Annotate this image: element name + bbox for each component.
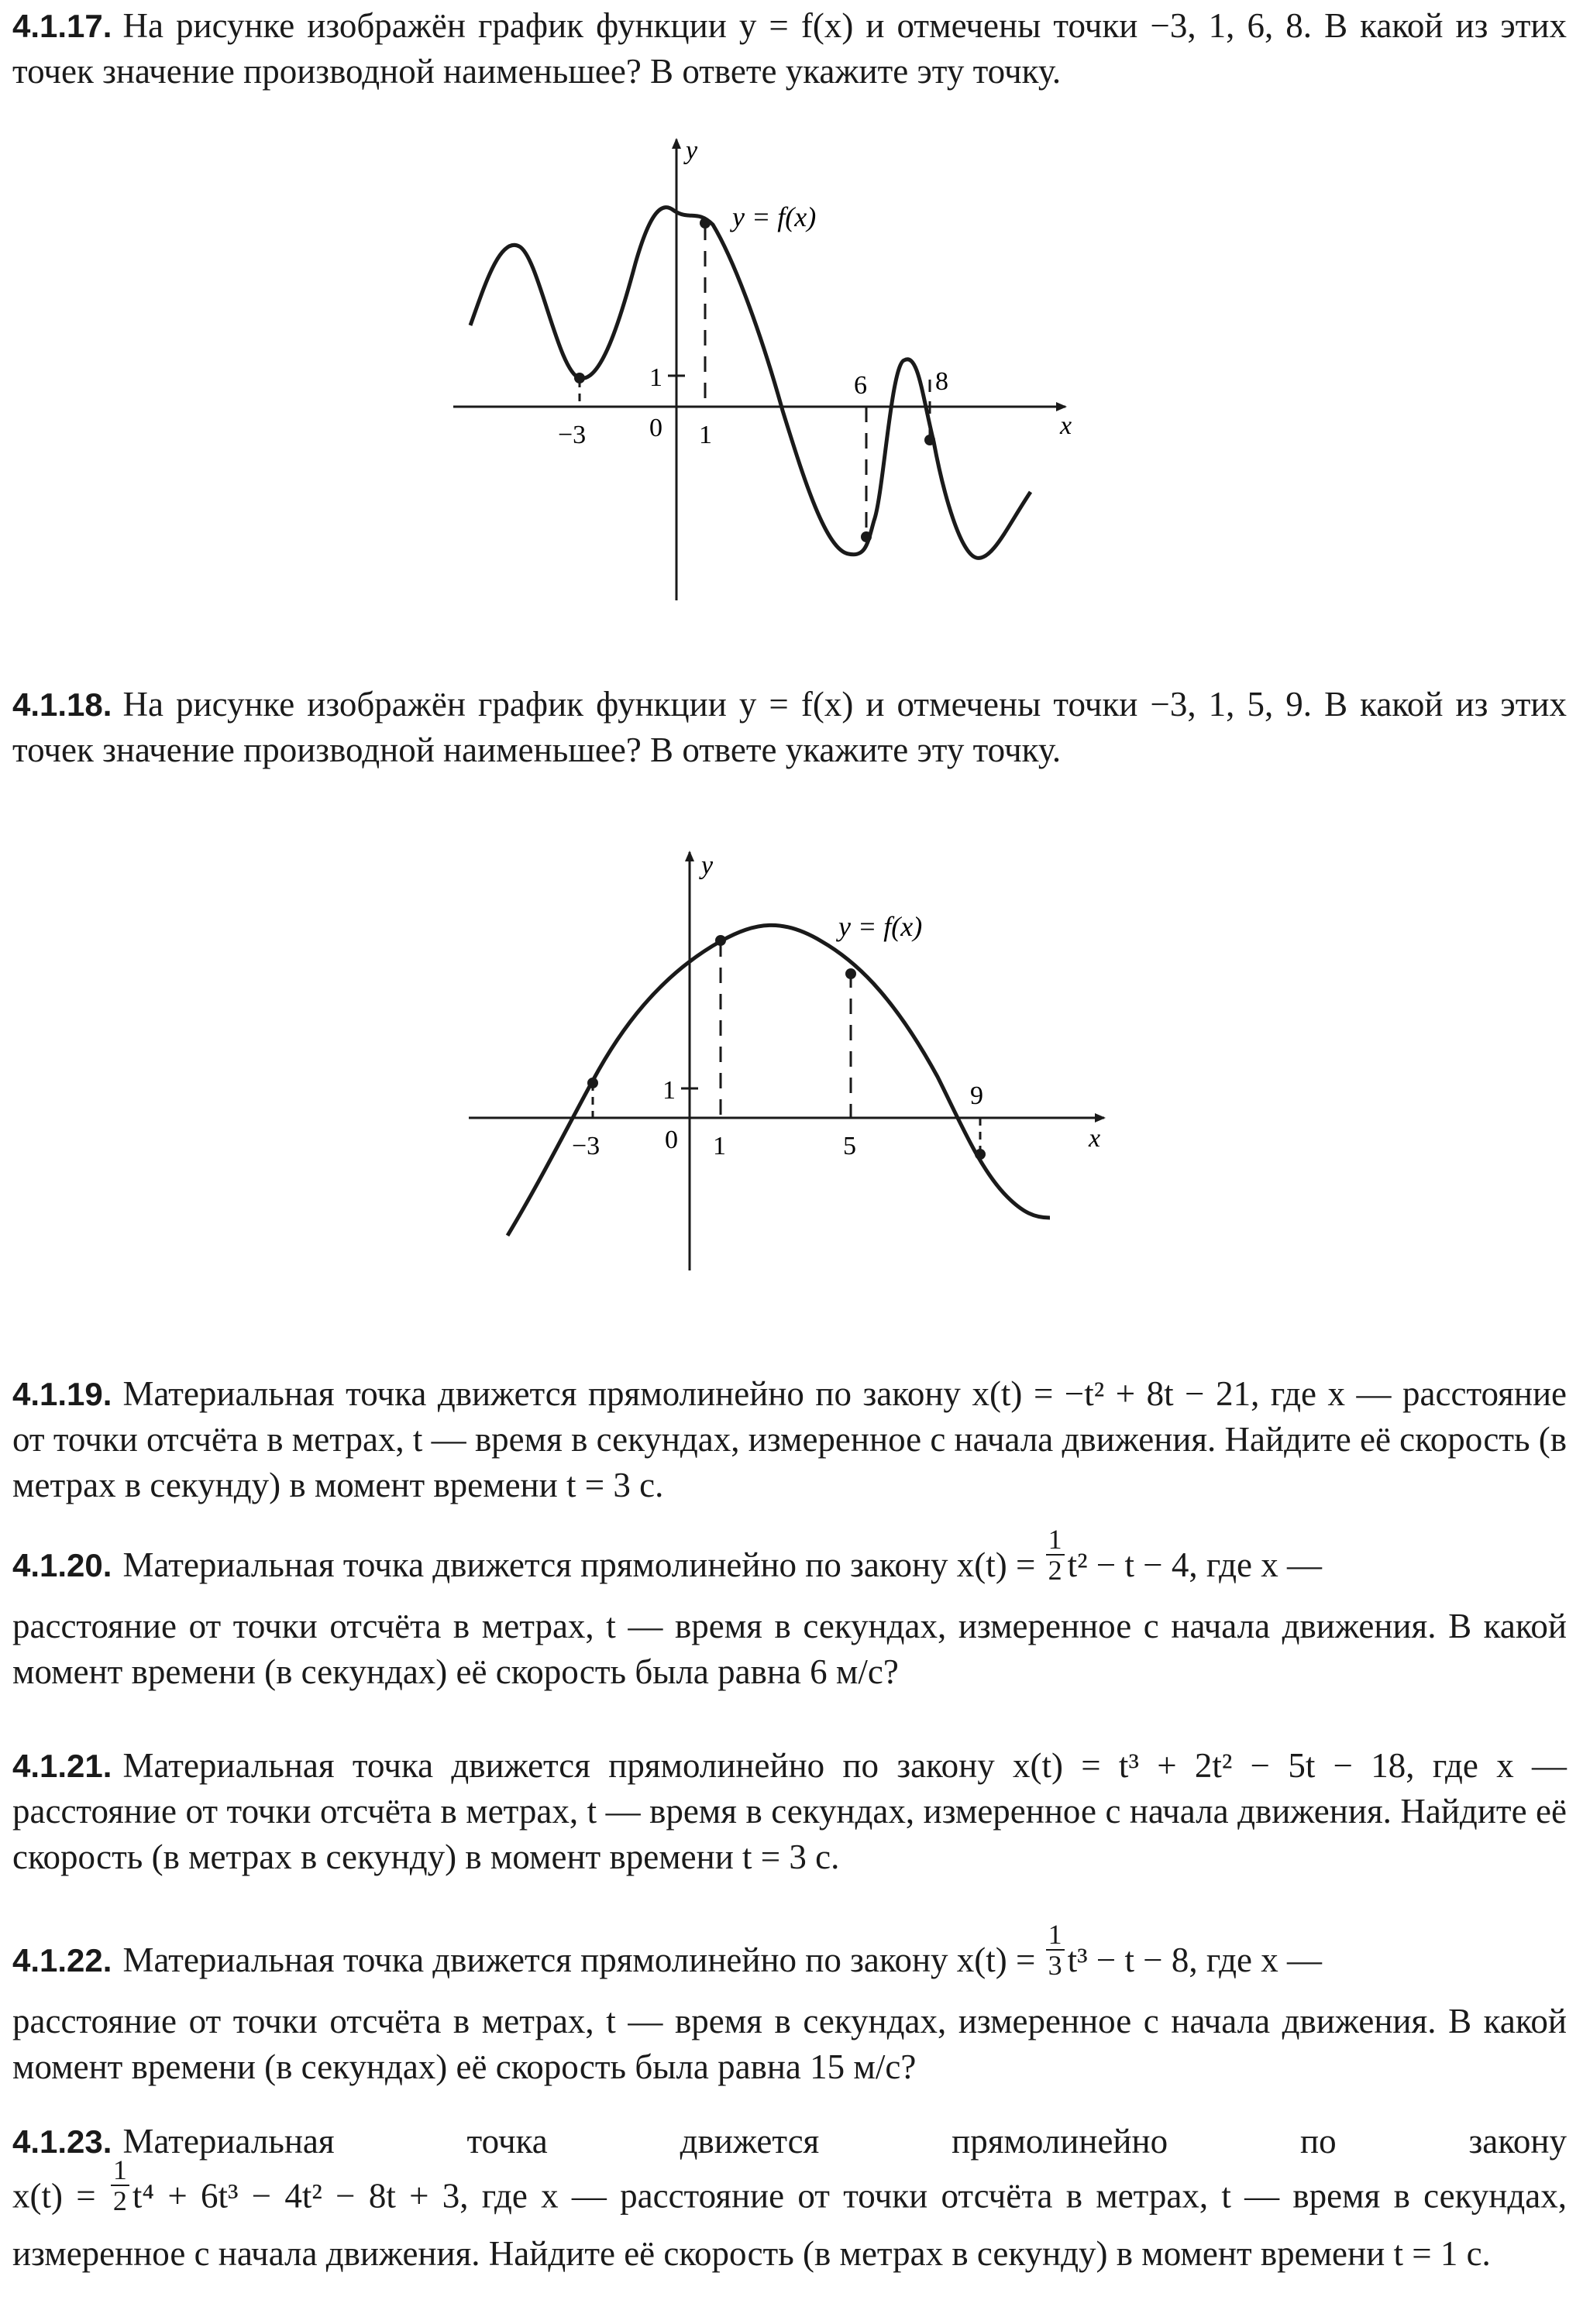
tick-label: 8: [935, 367, 948, 396]
y-unit-label: 1: [662, 1076, 676, 1105]
marked-point: [845, 968, 856, 979]
problem-text: Материальная точка движется прямолинейно по закону x(t) =: [122, 1545, 1036, 1584]
formula-lead: x(t) =: [12, 2176, 96, 2216]
origin-label: 0: [665, 1126, 678, 1154]
fraction-numerator: 1: [1046, 1525, 1065, 1556]
problem-4-1-20: [12, 1523, 1567, 1695]
word: движется: [680, 2122, 820, 2161]
tick-label: 5: [843, 1132, 856, 1160]
problem-4-1-19: [12, 1371, 1567, 1508]
problem-text: На рисунке изображён график функции y = f(x) и отмечены точки −3, 1, 6, 8. В какой из этих точек значение производной наименьшее? В ответе укажите эту точку.: [12, 6, 1567, 91]
spread-line: [12, 2119, 1567, 2164]
fraction-denominator: 2: [112, 2185, 127, 2216]
marked-point: [975, 1149, 986, 1160]
curve-label: y = f(x): [838, 911, 923, 942]
fraction: [1046, 1525, 1065, 1585]
word: по: [1300, 2122, 1337, 2161]
fraction-denominator: 2: [1048, 1554, 1062, 1586]
origin-label: 0: [649, 414, 662, 442]
marked-point: [715, 935, 726, 946]
fraction: [111, 2155, 129, 2216]
tick-label: 1: [699, 421, 712, 449]
y-axis-label: y: [701, 851, 714, 880]
tick-label: −3: [572, 1132, 601, 1160]
problem-number: 4.1.21.: [12, 1748, 112, 1784]
curve-label: y = f(x): [732, 201, 817, 232]
problem-number: 4.1.22.: [12, 1942, 112, 1978]
problem-number: 4.1.19.: [12, 1376, 112, 1412]
problem-text: t³ − t − 8, где x —: [1067, 1941, 1322, 1979]
tick-label: 1: [713, 1132, 726, 1160]
problem-number: 4.1.18.: [12, 686, 112, 723]
problem-number: 4.1.23.: [12, 2123, 112, 2160]
marked-point: [587, 1078, 598, 1088]
problem-number: 4.1.20.: [12, 1547, 112, 1583]
fraction-numerator: 1: [111, 2155, 129, 2186]
tick-label: −3: [558, 421, 587, 449]
tick-label: 9: [970, 1081, 983, 1110]
fraction: [1046, 1920, 1065, 1980]
problem-text: Материальная точка движется прямолинейно по закону x(t) =: [122, 1941, 1036, 1979]
problem-text: На рисунке изображён график функции y = f(x) и отмечены точки −3, 1, 5, 9. В какой из этих точек значение производной наименьшее? В ответе укажите эту точку.: [12, 685, 1567, 769]
problem-text: t² − t − 4, где x —: [1067, 1545, 1322, 1584]
word: Материальная: [122, 2122, 335, 2161]
word: закону: [1468, 2122, 1567, 2161]
fraction-numerator: 1: [1046, 1920, 1065, 1951]
x-axis-label: x: [1089, 1124, 1101, 1153]
problem-number: 4.1.17.: [12, 8, 112, 44]
problem-4-1-21: [12, 1743, 1567, 1880]
x-axis-label: x: [1060, 411, 1072, 440]
problem-text: расстояние от точки отсчёта в метрах, t — время в секундах, измеренное с начала движения. В какой момент времени (в секундах) её скорость была равна 6 м/с?: [12, 1606, 1567, 1691]
problem-text: Материальная точка движется прямолинейно по закону x(t) = −t² + 8t − 21, где x — расстояние от точки отсчёта в метрах, t — время в секундах, измеренное с начала движения. Найдите её скорость (в метрах в секунду) в момент времени t = 3 с.: [12, 1374, 1567, 1504]
word: точка: [466, 2122, 548, 2161]
problem-4-1-23: [12, 2119, 1567, 2278]
problem-text: t⁴ + 6t³ − 4t² − 8t + 3, где x — расстояние от точки отсчёта в метрах, t — время в секундах, измеренное с начала движения. Найдите её скорость (в метрах в секунду) в момент времени t = 1 с.: [12, 2176, 1568, 2273]
y-unit-label: 1: [649, 363, 662, 392]
problem-text: Материальная точка движется прямолинейно по закону x(t) = t³ + 2t² − 5t − 18, где x — расстояние от точки отсчёта в метрах, t — время в секундах, измеренное с начала движения. Найдите её скорость (в метрах в секунду) в момент времени t = 3 с.: [12, 1746, 1567, 1876]
word: прямолинейно: [952, 2122, 1168, 2161]
problem-4-1-22: [12, 1918, 1567, 2090]
fraction-denominator: 3: [1048, 1949, 1062, 1981]
y-axis-label: y: [686, 136, 698, 165]
tick-label: 6: [854, 371, 867, 400]
problem-text: расстояние от точки отсчёта в метрах, t — время в секундах, измеренное с начала движения. В какой момент времени (в секундах) её скорость была равна 15 м/с?: [12, 2001, 1567, 2086]
